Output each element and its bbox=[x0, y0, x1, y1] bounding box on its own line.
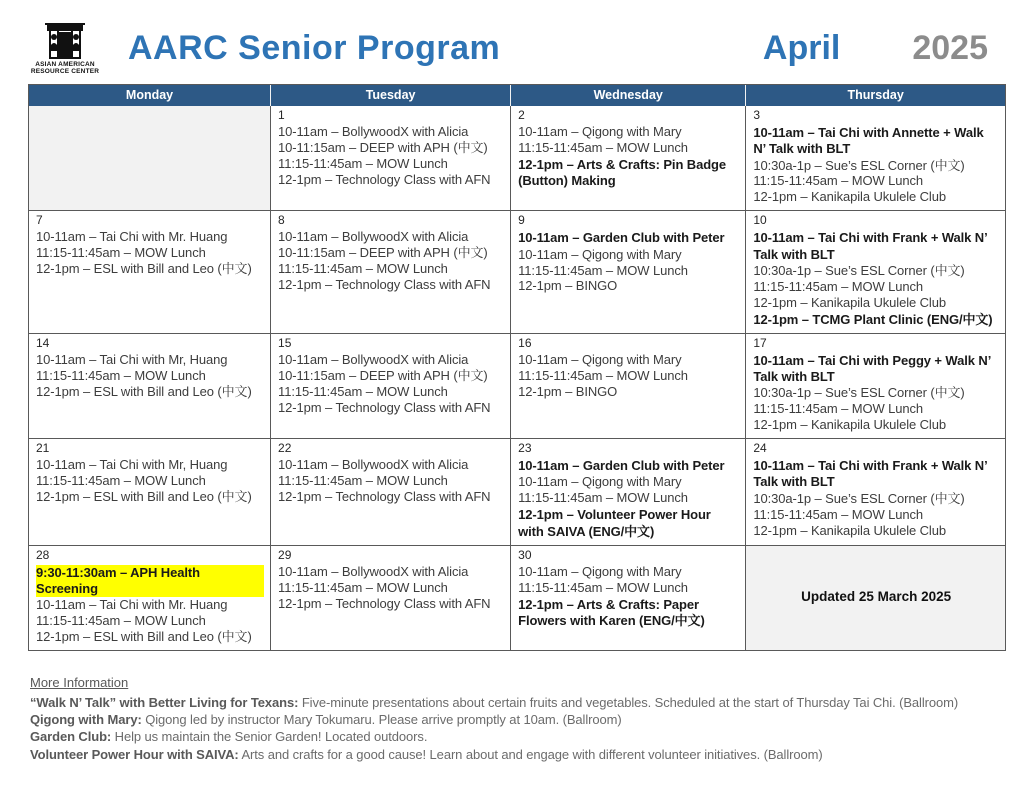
event: 12-1pm – Technology Class with AFN bbox=[278, 595, 491, 611]
aarc-logo bbox=[30, 21, 100, 75]
event: 10:30a-1p – Sue’s ESL Corner (中文) bbox=[753, 262, 965, 278]
event: 10-11:15am – DEEP with APH (中文) bbox=[278, 139, 488, 155]
event: 10-11am – Tai Chi with Mr. Huang bbox=[36, 229, 228, 245]
event: 11:15-11:45am – MOW Lunch bbox=[278, 473, 448, 489]
date-number: 30 bbox=[518, 547, 532, 562]
footer-note-2 bbox=[30, 711, 1010, 728]
day-header-monday: Monday bbox=[29, 85, 271, 106]
footer-note-3 bbox=[30, 728, 1010, 745]
date-number: 17 bbox=[753, 335, 767, 350]
date-number: 23 bbox=[518, 441, 532, 456]
event: 10-11am – Tai Chi with Mr, Huang bbox=[36, 351, 228, 367]
event: 10-11am – BollywoodX with Alicia bbox=[278, 351, 469, 367]
event: 12-1pm – BINGO bbox=[518, 278, 618, 294]
calendar-cell-april-1 bbox=[271, 106, 511, 210]
event: 12-1pm – Technology Class with AFN bbox=[278, 171, 491, 187]
event: 12-1pm – ESL with Bill and Leo (中文) bbox=[36, 383, 252, 399]
calendar-cell-april-9 bbox=[511, 211, 746, 333]
event-highlighted: 9:30-11:30am – APH Health Screening bbox=[36, 565, 264, 598]
event: 10-11am – Qigong with Mary bbox=[518, 124, 682, 139]
day-header-tuesday: Tuesday bbox=[271, 85, 511, 106]
calendar-cell-updated-note bbox=[746, 546, 1005, 650]
event: 12-1pm – Kanikapila Ukulele Club bbox=[753, 417, 946, 433]
event: 12-1pm – BINGO bbox=[518, 383, 618, 399]
event: 11:15-11:45am – MOW Lunch bbox=[278, 579, 448, 595]
day-header-row bbox=[29, 85, 1005, 106]
calendar-cell-april-16 bbox=[511, 334, 746, 438]
event: 10-11am – Qigong with Mary bbox=[518, 474, 682, 490]
event: 11:15-11:45am – MOW Lunch bbox=[518, 139, 688, 155]
event: 10-11am – BollywoodX with Alicia bbox=[278, 229, 469, 245]
footer-notes bbox=[30, 694, 1010, 763]
event: 11:15-11:45am – MOW Lunch bbox=[36, 367, 206, 383]
calendar-cell-april-8 bbox=[271, 211, 511, 333]
event: 10-11am – Tai Chi with Frank + Walk N’ Talk with BLT bbox=[753, 458, 987, 490]
calendar-week-5 bbox=[29, 545, 1005, 650]
footer-note-1 bbox=[30, 694, 1010, 711]
event: 10-11am – Qigong with Mary bbox=[518, 246, 682, 262]
event: 10-11am – Tai Chi with Annette + Walk N’ Talk with BLT bbox=[753, 125, 984, 157]
calendar-cell-april-22 bbox=[271, 439, 511, 545]
footer-note-lead: “Walk N’ Talk” with Better Living for Texans: bbox=[30, 695, 299, 711]
date-number: 24 bbox=[753, 441, 767, 456]
event: 12-1pm – Technology Class with AFN bbox=[278, 489, 491, 505]
calendar-month: April bbox=[762, 28, 841, 67]
calendar-cell-april-3 bbox=[746, 106, 1005, 210]
day-header-thursday: Thursday bbox=[847, 88, 904, 102]
event: 10:30a-1p – Sue’s ESL Corner (中文) bbox=[753, 490, 965, 506]
event: 10-11:15am – DEEP with APH (中文) bbox=[278, 245, 488, 261]
event: 10-11am – BollywoodX with Alicia bbox=[278, 563, 469, 579]
date-number: 14 bbox=[36, 335, 50, 350]
footer-note-text: Qigong led by instructor Mary Tokumaru. Please arrive promptly at 10am. (Ballroom) bbox=[141, 712, 622, 728]
date-number: 1 bbox=[278, 108, 285, 122]
date-number: 2 bbox=[518, 108, 525, 122]
event: 11:15-11:45am – MOW Lunch bbox=[278, 155, 448, 171]
event: 12-1pm – Kanikapila Ukulele Club bbox=[753, 294, 946, 310]
calendar-cell-april-14 bbox=[29, 334, 271, 438]
day-header-wednesday: Wednesday bbox=[511, 85, 746, 106]
footer-note-4 bbox=[30, 746, 1010, 763]
event: 10-11am – Qigong with Mary bbox=[518, 351, 682, 367]
updated-note: Updated 25 March 2025 bbox=[801, 589, 952, 605]
date-number: 22 bbox=[278, 441, 292, 456]
event: 12-1pm – Technology Class with AFN bbox=[278, 399, 491, 415]
event: 11:15-11:45am – MOW Lunch bbox=[753, 278, 924, 294]
calendar-year: 2025 bbox=[912, 28, 988, 67]
event: 11:15-11:45am – MOW Lunch bbox=[36, 613, 206, 629]
calendar-cell-april-2 bbox=[511, 106, 746, 210]
date-number: 16 bbox=[518, 335, 532, 350]
event: 10:30a-1p – Sue’s ESL Corner (中文) bbox=[753, 385, 965, 401]
event: 11:15-11:45am – MOW Lunch bbox=[753, 173, 924, 189]
event: 10-11am – BollywoodX with Alicia bbox=[278, 124, 469, 139]
event: 10-11am – Garden Club with Peter bbox=[518, 458, 725, 474]
event: 12-1pm – Arts & Crafts: Pin Badge (Button) Making bbox=[518, 156, 727, 189]
calendar-cell-april-21 bbox=[29, 439, 271, 545]
footer-note-lead: Volunteer Power Hour with SAIVA: bbox=[30, 746, 239, 762]
event: 12-1pm – Volunteer Power Hour with SAIVA (ENG/中文) bbox=[518, 507, 711, 539]
calendar-week-2 bbox=[29, 210, 1005, 333]
logo-text-line1: ASIAN AMERICAN bbox=[35, 60, 95, 68]
event: 10-11am – Tai Chi with Mr. Huang bbox=[36, 597, 228, 613]
event: 11:15-11:45am – MOW Lunch bbox=[278, 383, 448, 399]
footer-note-text: Help us maintain the Senior Garden! Located outdoors. bbox=[111, 729, 428, 745]
more-information-section bbox=[30, 675, 1010, 763]
date-number: 28 bbox=[36, 547, 50, 562]
event: 11:15-11:45am – MOW Lunch bbox=[36, 245, 206, 261]
event: 10-11am – Tai Chi with Frank + Walk N’ Talk with BLT bbox=[753, 230, 987, 262]
calendar-body bbox=[29, 106, 1005, 650]
date-number: 8 bbox=[278, 213, 285, 228]
event: 11:15-11:45am – MOW Lunch bbox=[278, 261, 448, 277]
calendar-cell-april-29 bbox=[271, 546, 511, 650]
date-number: 10 bbox=[753, 213, 767, 228]
calendar-cell-april-7 bbox=[29, 211, 271, 333]
event: 11:15-11:45am – MOW Lunch bbox=[753, 401, 924, 417]
date-number: 3 bbox=[753, 108, 761, 122]
footer-note-text: Arts and crafts for a good cause! Learn about and engage with different volunteer initiatives. (Ballroom) bbox=[238, 746, 823, 762]
event: 11:15-11:45am – MOW Lunch bbox=[518, 490, 688, 506]
event: 12-1pm – Kanikapila Ukulele Club bbox=[753, 522, 946, 538]
event: 11:15-11:45am – MOW Lunch bbox=[518, 367, 688, 383]
event: 12-1pm – ESL with Bill and Leo (中文) bbox=[36, 261, 252, 277]
calendar-cell-april-24 bbox=[746, 439, 1005, 545]
calendar-week-1 bbox=[29, 106, 1005, 210]
event: 11:15-11:45am – MOW Lunch bbox=[518, 579, 688, 595]
event: 12-1pm – ESL with Bill and Leo (中文) bbox=[36, 489, 252, 505]
event: 12-1pm – Arts & Crafts: Paper Flowers with Karen (ENG/中文) bbox=[518, 596, 705, 628]
event: 12-1pm – TCMG Plant Clinic (ENG/中文) bbox=[753, 311, 993, 327]
footer-note-text: Five-minute presentations about certain fruits and vegetables. Scheduled at the start of Thursday Tai Chi. (Ballroom) bbox=[298, 695, 959, 711]
calendar-week-3 bbox=[29, 333, 1005, 438]
event: 12-1pm – Kanikapila Ukulele Club bbox=[753, 189, 946, 205]
date-number: 21 bbox=[36, 441, 50, 456]
event: 10-11am – Garden Club with Peter bbox=[518, 230, 725, 246]
event: 10-11am – Tai Chi with Peggy + Walk N’ Talk with BLT bbox=[753, 352, 991, 385]
calendar-cell-april-17 bbox=[746, 334, 1005, 438]
event: 10-11am – Tai Chi with Mr, Huang bbox=[36, 457, 228, 473]
event: 11:15-11:45am – MOW Lunch bbox=[36, 473, 206, 489]
calendar-week-4 bbox=[29, 438, 1005, 545]
date-number: 7 bbox=[36, 213, 43, 228]
footer-note-lead: Garden Club: bbox=[30, 729, 112, 745]
page-title: AARC Senior Program bbox=[128, 28, 501, 67]
event: 12-1pm – Technology Class with AFN bbox=[278, 277, 491, 293]
event: 12-1pm – ESL with Bill and Leo (中文) bbox=[36, 629, 252, 645]
calendar-cell-empty bbox=[29, 106, 271, 210]
page-header bbox=[28, 14, 1006, 82]
calendar-cell-april-23 bbox=[511, 439, 746, 545]
date-number: 9 bbox=[518, 213, 525, 228]
date-number: 29 bbox=[278, 547, 292, 562]
logo-text-line2: RESOURCE CENTER bbox=[30, 68, 100, 75]
event: 10-11am – Qigong with Mary bbox=[518, 563, 682, 579]
calendar-table bbox=[28, 84, 1006, 651]
event: 11:15-11:45am – MOW Lunch bbox=[753, 506, 924, 522]
footer-note-lead: Qigong with Mary: bbox=[30, 712, 142, 728]
event: 10:30a-1p – Sue’s ESL Corner (中文) bbox=[753, 157, 965, 173]
date-number: 15 bbox=[278, 335, 292, 350]
event: 11:15-11:45am – MOW Lunch bbox=[518, 262, 688, 278]
calendar-cell-april-10 bbox=[746, 211, 1005, 333]
event: 10-11:15am – DEEP with APH (中文) bbox=[278, 367, 488, 383]
building-icon bbox=[42, 21, 88, 61]
calendar-cell-april-15 bbox=[271, 334, 511, 438]
calendar-cell-april-28 bbox=[29, 546, 271, 650]
event: 10-11am – BollywoodX with Alicia bbox=[278, 457, 469, 473]
more-information-heading: More Information bbox=[30, 675, 129, 691]
calendar-cell-april-30 bbox=[511, 546, 746, 650]
